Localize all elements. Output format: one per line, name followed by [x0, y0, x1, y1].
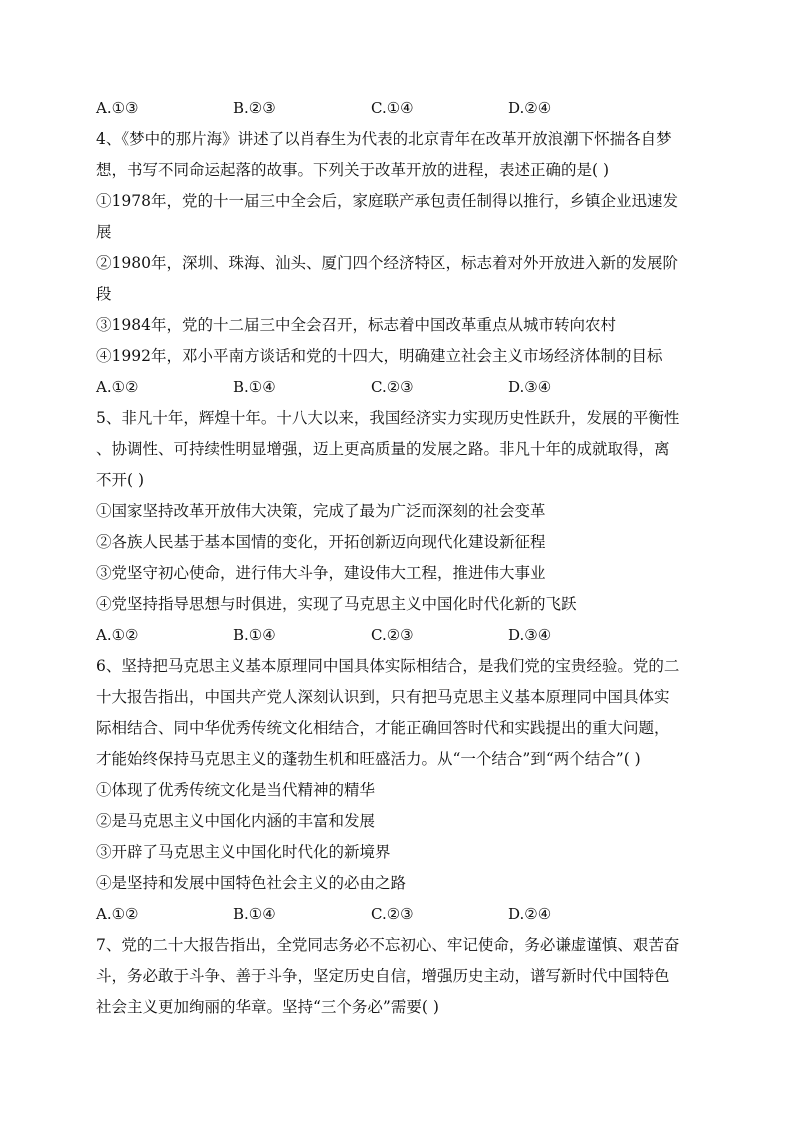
q5-statement: ④党坚持指导思想与时俱进，实现了马克思主义中国化时代化新的飞跃 [96, 595, 577, 613]
q6-stem-line: 6、坚持把马克思主义基本原理同中国具体实际相结合，是我们党的宝贵经验。党的二 [96, 657, 680, 675]
q4-statement: ①1978年，党的十一届三中全会后，家庭联产承包责任制得以推行，乡镇企业迅速发 [96, 192, 678, 210]
q6-statement: ②是马克思主义中国化内涵的丰富和发展 [96, 812, 376, 830]
q7-stem-line: 斗，务必敢于斗争、善于斗争，坚定历史自信，增强历史主动，谱写新时代中国特色 [96, 967, 670, 985]
q4-option-b: B.①④ [233, 378, 276, 396]
q5-stem-line: 不开( ) [96, 471, 145, 489]
q4-option-c: C.②③ [371, 378, 414, 396]
q6-statement: ③开辟了马克思主义中国化时代化的新境界 [96, 843, 391, 861]
q5-option-a: A.①② [96, 626, 139, 644]
q5-statement: ②各族人民基于基本国情的变化，开拓创新迈向现代化建设新征程 [96, 533, 546, 551]
q3-options [96, 93, 702, 124]
q3-option-a: A.①③ [96, 99, 139, 117]
q4-statement: 段 [96, 285, 112, 303]
q4-statement: 展 [96, 223, 112, 241]
q6-statement: ①体现了优秀传统文化是当代精神的精华 [96, 781, 376, 799]
q4-option-d: D.③④ [508, 378, 552, 396]
q5-statement: ③党坚守初心使命，进行伟大斗争，建设伟大工程，推进伟大事业 [96, 564, 546, 582]
q6-stem-line: 十大报告指出，中国共产党人深刻认识到，只有把马克思主义基本原理同中国具体实 [96, 688, 670, 706]
q5-stem-line: 5、非凡十年，辉煌十年。十八大以来，我国经济实力实现历史性跃升，发展的平衡性 [96, 409, 680, 427]
question-7 [96, 930, 702, 1023]
q3-option-b: B.②③ [233, 99, 276, 117]
q7-stem-line: 社会主义更加绚丽的华章。坚持“三个务必”需要( ) [96, 998, 439, 1016]
q3-option-d: D.②④ [508, 99, 552, 117]
q6-stem-line: 际相结合、同中华优秀传统文化相结合，才能正确回答时代和实践提出的重大问题， [96, 719, 670, 737]
q4-statement: ④1992年，邓小平南方谈话和党的十四大，明确建立社会主义市场经济体制的目标 [96, 347, 663, 365]
q4-option-a: A.①② [96, 378, 139, 396]
q4-statement: ②1980年，深圳、珠海、汕头、厦门四个经济特区，标志着对外开放进入新的发展阶 [96, 254, 678, 272]
question-5 [96, 403, 702, 651]
q5-stem-line: 、协调性、可持续性明显增强，迈上更高质量的发展之路。非凡十年的成就取得，离 [96, 440, 670, 458]
q4-statement: ③1984年，党的十二届三中全会召开，标志着中国改革重点从城市转向农村 [96, 316, 616, 334]
q6-stem-line: 才能始终保持马克思主义的蓬勃生机和旺盛活力。从“一个结合”到“两个结合”( ) [96, 750, 641, 768]
q5-option-b: B.①④ [233, 626, 276, 644]
exam-page [96, 93, 702, 1023]
q5-option-d: D.③④ [508, 626, 552, 644]
q6-option-c: C.②③ [371, 905, 414, 923]
q6-option-a: A.①② [96, 905, 139, 923]
q4-stem-line: 4、《梦中的那片海》讲述了以肖春生为代表的北京青年在改革开放浪潮下怀揣各自梦 [96, 130, 672, 148]
q6-option-b: B.①④ [233, 905, 276, 923]
question-4 [96, 124, 702, 403]
q6-option-d: D.②④ [508, 905, 552, 923]
q4-stem-line: 想，书写不同命运起落的故事。下列关于改革开放的进程，表述正确的是( ) [96, 161, 610, 179]
q5-option-c: C.②③ [371, 626, 414, 644]
q4-options [96, 372, 702, 403]
q6-statement: ④是坚持和发展中国特色社会主义的必由之路 [96, 874, 407, 892]
q6-options [96, 899, 702, 930]
q5-options [96, 620, 702, 651]
q5-statement: ①国家坚持改革开放伟大决策，完成了最为广泛而深刻的社会变革 [96, 502, 546, 520]
q7-stem-line: 7、党的二十大报告指出，全党同志务必不忘初心、牢记使命，务必谦虚谨慎、艰苦奋 [96, 936, 680, 954]
q3-option-c: C.①④ [371, 99, 414, 117]
question-6 [96, 651, 702, 930]
